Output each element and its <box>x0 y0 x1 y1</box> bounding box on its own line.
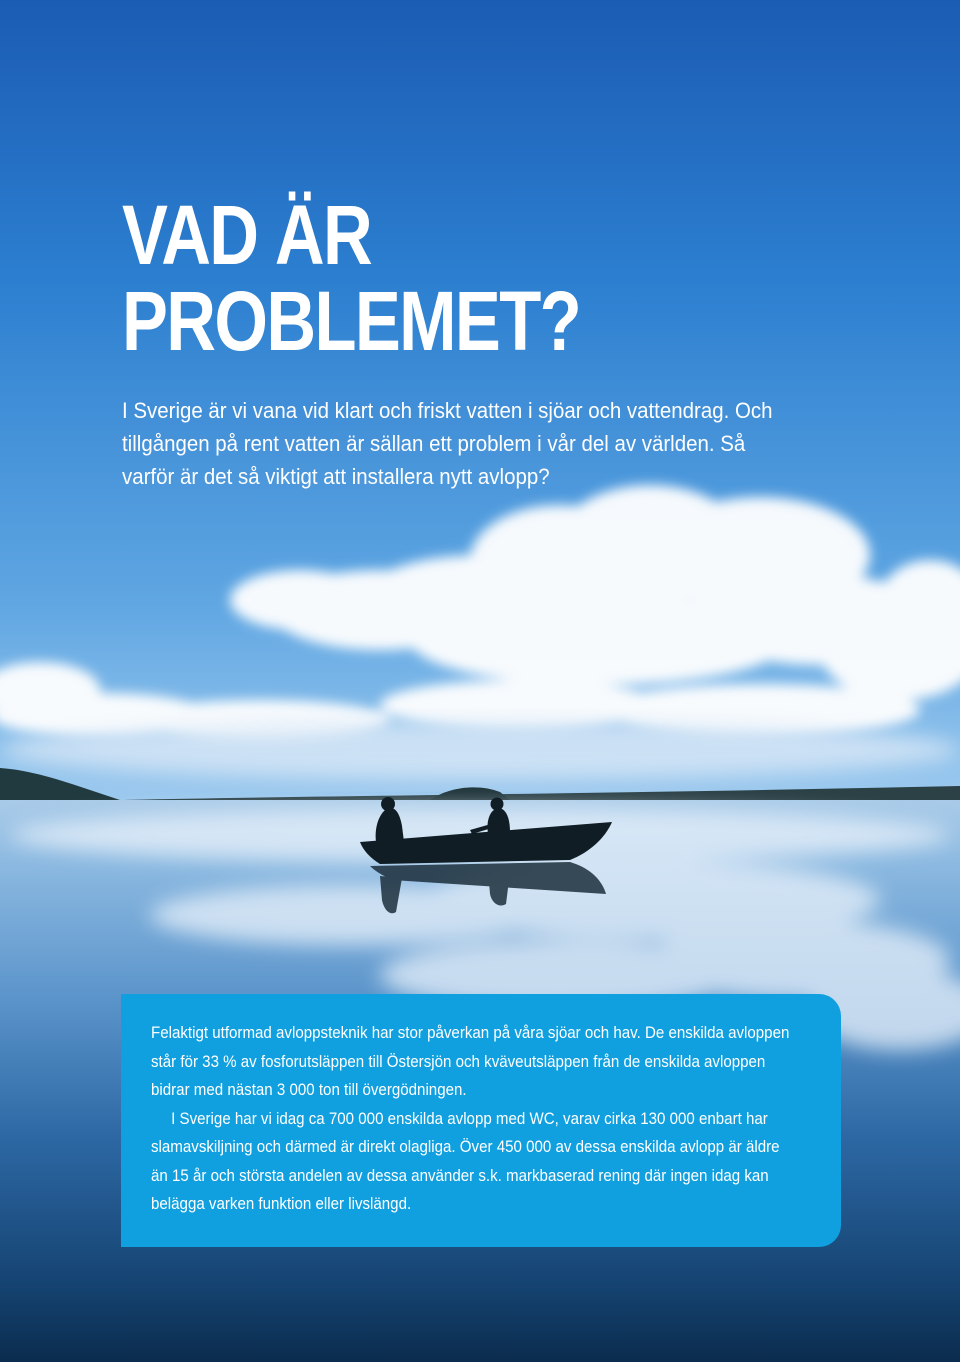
title-line-1: VAD ÄR <box>122 188 372 282</box>
info-box <box>121 994 841 1247</box>
title-line-2: PROBLEMET? <box>122 274 581 368</box>
intro-text: I Sverige är vi vana vid klart och friskt vatten i sjöar och vattendrag. Och tillgången på rent vatten är sällan ett problem i vår del av världen. Så varför är det så viktigt att installera nytt avlopp? <box>122 398 773 489</box>
page-title <box>122 188 581 368</box>
info-paragraph-1: Felaktigt utformad avloppsteknik har stor påverkan på våra sjöar och hav. De enskilda avloppen står för 33 % av fosforutsläppen till Östersjön och kväveutsläppen från de enskilda avloppen bidrar med nästan 3 000 ton till övergödningen. <box>151 1024 790 1099</box>
info-paragraph-2: I Sverige har vi idag ca 700 000 enskilda avlopp med WC, varav cirka 130 000 enbart har slamavskiljning och därmed är direkt olagliga. Över 450 000 av dessa enskilda avlopp är äldre än 15 år och största andelen av dessa använder s.k. markbaserad rening där ingen idag kan belägga varken funktion eller livslängd. <box>151 1109 780 1213</box>
